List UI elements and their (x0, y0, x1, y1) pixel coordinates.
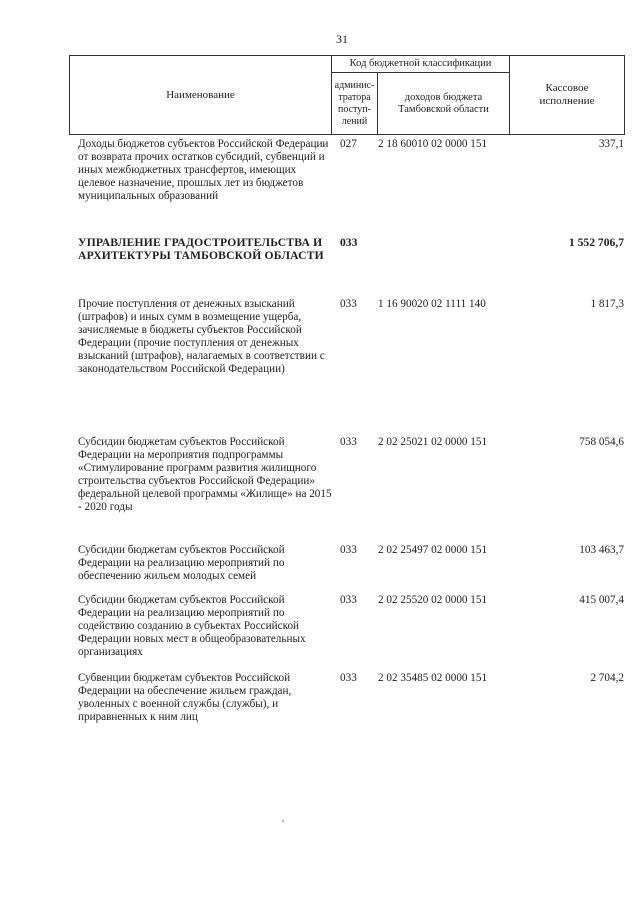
row-amount: 1 817,3 (590, 298, 624, 310)
row-revenue-code: 2 02 25520 02 0000 151 (378, 594, 488, 606)
header-name: Наименование (166, 89, 235, 101)
row-admin-code: 033 (340, 544, 357, 556)
row-name: Субвенции бюджетам субъектов Российской Федерации на обеспечение жильем граждан, уволенных с военной службы (службы), и приравненных к ним лиц (78, 672, 292, 723)
row-amount: 415 007,4 (579, 594, 624, 606)
table-header (69, 55, 625, 135)
row-amount: 758 054,6 (579, 436, 624, 448)
row-amount: 1 552 706,7 (568, 236, 624, 249)
row-admin-code: 027 (340, 138, 357, 150)
scan-speck (282, 820, 284, 822)
row-name: Доходы бюджетов субъектов Российской Федерации от возврата прочих остатков субсидий, субвенций и иных межбюджетных трансфертов, имеющих целевое назначение, прошлых лет из бюджетов муниципальных образований (78, 138, 329, 202)
row-amount: 2 704,2 (590, 672, 624, 684)
row-amount: 337,1 (598, 138, 624, 150)
row-revenue-code: 2 02 25497 02 0000 151 (378, 544, 488, 556)
row-admin-code: 033 (340, 672, 357, 684)
header-revenue-code: доходов бюджета Тамбовской области (398, 91, 489, 115)
row-revenue-code: 1 16 90020 02 1111 140 (378, 298, 486, 310)
row-name: Прочие поступления от денежных взысканий (штрафов) и иных сумм в возмещение ущерба, зачисляемые в бюджеты субъектов Российской Федерации (прочие поступления от денежных взысканий (штрафов), налагаемых в соответствии с законодательством Российской Федерации) (78, 298, 325, 375)
header-admin: админис- тратора поступ- лений (334, 79, 375, 127)
row-amount: 103 463,7 (579, 544, 624, 556)
header-amount: Кассовое исполнение (539, 82, 595, 107)
header-code-group: Код бюджетной классификации (349, 58, 492, 69)
row-admin-code: 033 (340, 236, 358, 249)
row-revenue-code: 2 18 60010 02 0000 151 (378, 138, 488, 150)
row-admin-code: 033 (340, 594, 357, 606)
row-name: Субсидии бюджетам субъектов Российской Федерации на реализацию мероприятий по обеспечению жильем молодых семей (78, 544, 285, 582)
row-revenue-code: 2 02 25021 02 0000 151 (378, 436, 488, 448)
row-admin-code: 033 (340, 298, 357, 310)
row-name: УПРАВЛЕНИЕ ГРАДОСТРОИТЕЛЬСТВА И АРХИТЕКТУРЫ ТАМБОВСКОЙ ОБЛАСТИ (78, 236, 324, 262)
row-revenue-code: 2 02 35485 02 0000 151 (378, 672, 488, 684)
row-name: Субсидии бюджетам субъектов Российской Федерации на реализацию мероприятий по содействию созданию в субъектах Российской Федерации новых мест в общеобразовательных организациях (78, 594, 306, 658)
row-admin-code: 033 (340, 436, 357, 448)
page-number: 31 (336, 32, 348, 46)
row-name: Субсидии бюджетам субъектов Российской Федерации на мероприятия подпрограммы «Стимулирование программ развития жилищного строительства субъектов Российской Федерации» федеральной целевой программы «Жилище» на 2015 - 2020 годы (78, 436, 332, 513)
